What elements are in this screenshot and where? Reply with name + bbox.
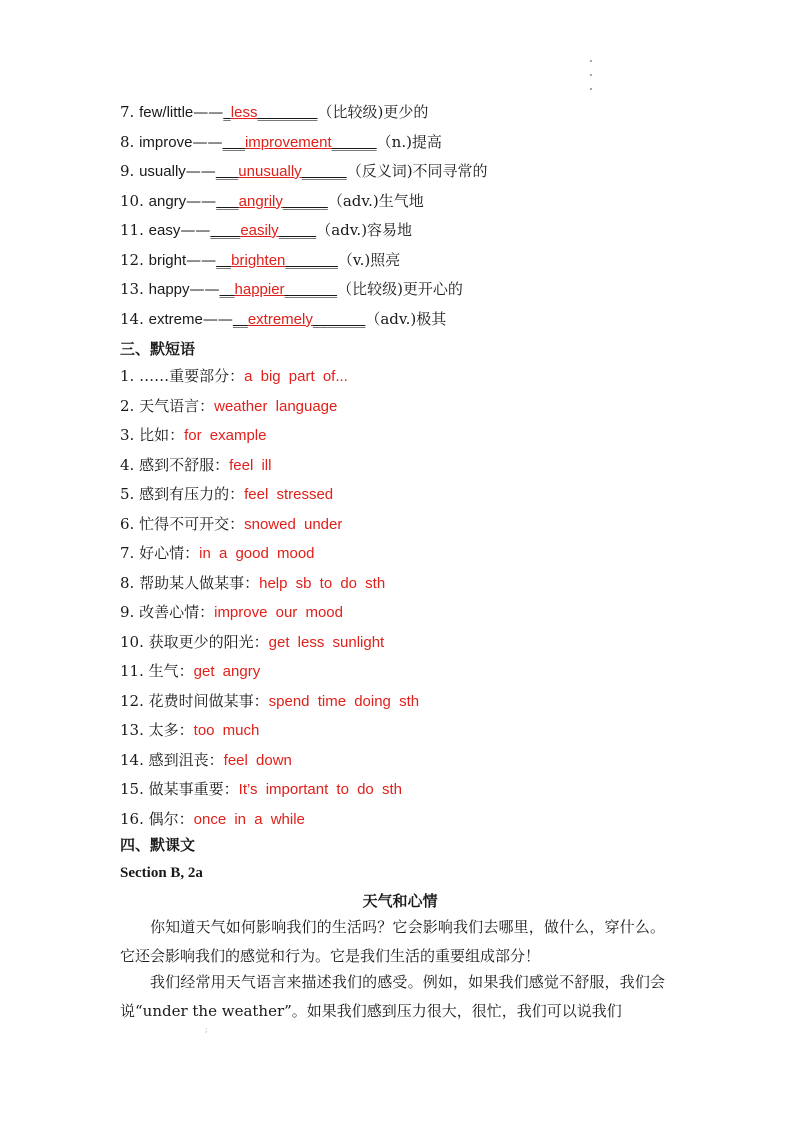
phrase-english: a big part of... xyxy=(244,368,348,385)
scan-mark: ; xyxy=(205,1026,208,1034)
phrase-number: 4. xyxy=(120,455,135,474)
vocab-dash: —— xyxy=(193,103,224,121)
phrase-chinese: 花费时间做某事： xyxy=(148,691,269,710)
vocab-blank-post: ______ xyxy=(282,191,328,210)
vocab-answer: unusually xyxy=(238,163,302,180)
section-three-heading: 三、默短语 xyxy=(120,340,196,358)
phrase-chinese: 天气语言： xyxy=(139,396,215,415)
section-four-heading: 四、默课文 xyxy=(120,836,196,854)
phrase-english: in a good mood xyxy=(199,545,315,562)
vocab-dash: —— xyxy=(189,280,220,298)
phrase-english: help sb to do sth xyxy=(259,574,386,592)
phrase-english: feel ill xyxy=(229,456,272,474)
vocab-answer: extremely xyxy=(247,310,313,328)
vocab-answer: improvement xyxy=(244,133,332,151)
phrase-row xyxy=(120,425,266,446)
vocab-blank-post: _______ xyxy=(284,280,338,298)
phrase-english: once in a while xyxy=(193,810,305,828)
phrase-number: 14. xyxy=(120,750,144,769)
vocab-blank-post: _____ xyxy=(278,221,317,239)
vocab-number: 8. xyxy=(120,132,135,151)
text-title: 天气和心情 xyxy=(362,892,438,910)
vocab-dash: —— xyxy=(186,191,217,210)
phrase-chinese: 好心情： xyxy=(139,544,200,562)
vocab-word: few/little xyxy=(139,104,194,121)
vocab-note: （adv.)生气地 xyxy=(327,191,424,210)
vocab-note: （v.)照亮 xyxy=(337,250,401,269)
phrase-row xyxy=(120,484,333,505)
vocab-row xyxy=(120,102,428,123)
vocab-row xyxy=(120,309,446,330)
phrase-row xyxy=(120,602,343,623)
paragraph-1: 你知道天气如何影响我们的生活吗？它会影响我们去哪里，做什么，穿什么。它还会影响我们的感觉和行为。它是我们生活的重要组成部分！ xyxy=(120,918,665,965)
vocab-row xyxy=(120,220,412,241)
vocab-dash: —— xyxy=(192,132,223,151)
vocab-number: 10. xyxy=(120,191,144,210)
phrase-row xyxy=(120,809,305,830)
phrase-number: 8. xyxy=(120,573,135,592)
phrase-number: 1. xyxy=(120,367,135,385)
phrase-chinese: 获取更少的阳光： xyxy=(148,632,269,651)
phrase-chinese: 生气： xyxy=(148,662,194,680)
vocab-number: 13. xyxy=(120,280,144,298)
vocab-word: extreme xyxy=(148,310,203,328)
vocab-answer: angrily xyxy=(238,192,283,210)
vocab-answer: easily xyxy=(240,222,279,239)
vocab-blank-pre: ___ xyxy=(215,162,239,180)
phrase-chinese: 比如： xyxy=(139,426,185,444)
vocab-note: （adv.)容易地 xyxy=(316,221,413,239)
vocab-note: （n.)提高 xyxy=(376,132,442,151)
phrase-number: 6. xyxy=(120,514,135,533)
phrase-chinese: 感到沮丧： xyxy=(148,750,224,769)
vocab-answer: happier xyxy=(234,281,285,298)
vocab-row xyxy=(120,279,463,300)
phrase-chinese: 太多： xyxy=(148,721,194,739)
phrase-row xyxy=(120,661,260,682)
phrase-chinese: 偶尔： xyxy=(148,809,194,828)
vocab-note: （反义词)不同寻常的 xyxy=(346,162,488,180)
vocab-row xyxy=(120,132,442,153)
phrase-chinese: 帮助某人做某事： xyxy=(139,573,260,592)
paragraph-2: 我们经常用天气语言来描述我们的感受。例如，如果我们感觉不舒服，我们会说“under the weather”。如果我们感到压力很大，很忙，我们可以说我们 xyxy=(120,973,665,1020)
vocab-dash: —— xyxy=(202,309,233,328)
section-label: Section B, 2a xyxy=(120,865,203,881)
vocab-number: 11. xyxy=(120,221,144,239)
phrase-row xyxy=(120,543,315,564)
vocab-word: improve xyxy=(139,133,193,151)
phrase-english: feel stressed xyxy=(244,486,334,503)
phrase-row xyxy=(120,750,292,771)
phrase-row xyxy=(120,514,342,535)
phrase-number: 15. xyxy=(120,780,144,798)
vocab-note: （比较级)更开心的 xyxy=(337,280,463,298)
vocab-blank-post: ______ xyxy=(331,132,377,151)
phrase-number: 2. xyxy=(120,396,135,415)
phrase-english: weather language xyxy=(214,397,338,415)
phrase-row xyxy=(120,779,402,800)
phrase-number: 5. xyxy=(120,485,135,503)
vocab-row xyxy=(120,250,400,271)
phrase-number: 9. xyxy=(120,603,135,621)
vocab-number: 12. xyxy=(120,250,144,269)
vocab-number: 7. xyxy=(120,103,135,121)
phrase-number: 10. xyxy=(120,632,144,651)
vocab-row xyxy=(120,161,488,182)
vocab-word: easy xyxy=(148,222,181,239)
phrase-english: snowed under xyxy=(244,515,343,533)
vocab-blank-post: _______ xyxy=(312,309,366,328)
vocab-blank-post: _______ xyxy=(285,250,338,269)
vocab-word: usually xyxy=(139,163,186,180)
vocab-blank-post: ________ xyxy=(257,103,318,121)
vocab-word: happy xyxy=(148,281,190,298)
phrase-row xyxy=(120,455,271,476)
phrase-english: spend time doing sth xyxy=(268,692,420,710)
phrase-row xyxy=(120,366,348,387)
phrase-number: 12. xyxy=(120,691,144,710)
vocab-blank-pre: ____ xyxy=(210,221,241,239)
vocab-blank-pre: _ xyxy=(223,103,231,121)
phrase-row xyxy=(120,632,384,653)
phrase-number: 13. xyxy=(120,721,144,739)
vocab-blank-pre: __ xyxy=(232,309,248,328)
phrase-english: feel down xyxy=(223,751,292,769)
phrase-number: 3. xyxy=(120,426,135,444)
vocab-dash: —— xyxy=(186,250,217,269)
margin-dots xyxy=(590,60,596,102)
phrase-row xyxy=(120,573,385,594)
phrase-english: improve our mood xyxy=(214,604,343,621)
vocab-note: （adv.)极其 xyxy=(365,309,447,328)
phrase-number: 16. xyxy=(120,809,144,828)
vocab-blank-pre: __ xyxy=(216,250,232,269)
phrase-number: 11. xyxy=(120,662,144,680)
phrase-english: get angry xyxy=(193,663,261,680)
vocab-number: 14. xyxy=(120,309,144,328)
vocab-blank-pre: __ xyxy=(219,280,235,298)
phrase-english: for example xyxy=(184,427,267,444)
phrase-chinese: 做某事重要： xyxy=(148,780,239,798)
vocab-blank-pre: ___ xyxy=(222,132,245,151)
phrase-chinese: 感到不舒服： xyxy=(139,455,230,474)
vocab-dash: —— xyxy=(180,221,211,239)
phrase-row xyxy=(120,396,337,417)
phrase-chinese: 忙得不可开交： xyxy=(139,514,245,533)
phrase-row xyxy=(120,691,419,712)
phrase-english: It’s important to do sth xyxy=(238,781,402,798)
vocab-word: bright xyxy=(148,251,187,269)
phrase-chinese: 改善心情： xyxy=(139,603,215,621)
phrase-chinese: 感到有压力的： xyxy=(139,485,245,503)
vocab-blank-post: ______ xyxy=(301,162,347,180)
phrase-chinese: ……重要部分： xyxy=(139,367,245,385)
vocab-note: （比较级)更少的 xyxy=(317,103,429,121)
phrase-english: get less sunlight xyxy=(268,633,385,651)
phrase-english: too much xyxy=(193,722,260,739)
phrase-number: 7. xyxy=(120,544,135,562)
vocab-word: angry xyxy=(148,192,187,210)
vocab-row xyxy=(120,191,424,212)
vocab-blank-pre: ___ xyxy=(216,191,239,210)
vocab-answer: less xyxy=(230,104,258,121)
phrase-row xyxy=(120,720,259,741)
vocab-number: 9. xyxy=(120,162,135,180)
vocab-dash: —— xyxy=(185,162,216,180)
vocab-answer: brighten xyxy=(231,251,286,269)
